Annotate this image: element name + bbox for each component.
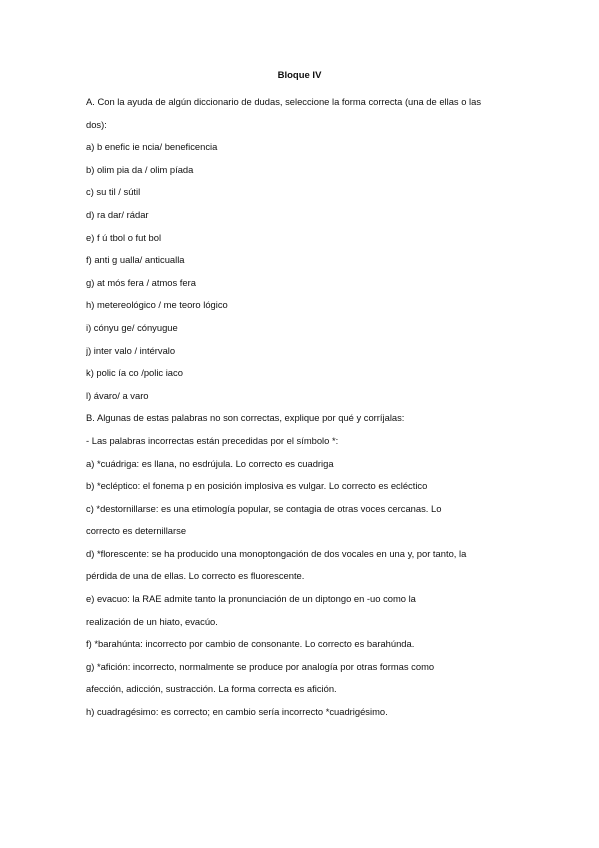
text-line: B. Algunas de estas palabras no son correctas, explique por qué y corríjalas:	[86, 412, 405, 424]
text-line: - Las palabras incorrectas están precedidas por el símbolo *:	[86, 434, 339, 446]
text-line: g) at mós fera / atmos fera	[86, 276, 196, 288]
text-line: d) *florescente: se ha producido una monoptongación de dos vocales en una y, por tanto, la	[86, 547, 467, 559]
text-line: pérdida de una de ellas. Lo correcto es fluorescente.	[86, 570, 305, 582]
text-line: f) anti g ualla/ anticualla	[86, 254, 185, 266]
text-line: a) *cuádriga: es llana, no esdrújula. Lo correcto es cuadriga	[86, 457, 334, 469]
text-line: i) cónyu ge/ cónyugue	[86, 321, 178, 333]
text-line: e) f ú tbol o fut bol	[86, 231, 162, 243]
text-line: h) metereológico / me teoro lógico	[86, 299, 228, 311]
text-line: e) evacuo: la RAE admite tanto la pronunciación de un diptongo en -uo como la	[86, 593, 416, 605]
text-line: b) olim pia da / olim píada	[86, 163, 194, 175]
text-line: correcto es deternillarse	[86, 525, 187, 537]
text-line: k) polic ía co /polic iaco	[86, 367, 183, 379]
text-line: a) b enefic ie ncia/ beneficencia	[86, 141, 218, 153]
text-line: c) su til / sútil	[86, 186, 141, 198]
text-line: realización de un hiato, evacúo.	[86, 615, 218, 627]
text-line: f) *barahúnta: incorrecto por cambio de consonante. Lo correcto es barahúnda.	[86, 638, 415, 650]
text-body	[86, 96, 516, 729]
text-line: d) ra dar/ rádar	[86, 208, 149, 220]
text-line: dos):	[86, 118, 107, 130]
text-line: c) *destornillarse: es una etimología popular, se contagia de otras voces cercanas. Lo	[86, 502, 442, 514]
text-line: j) inter valo / intérvalo	[86, 344, 176, 356]
text-line: h) cuadragésimo: es correcto; en cambio sería incorrecto *cuadrigésimo.	[86, 706, 388, 718]
text-line: g) *afición: incorrecto, normalmente se produce por analogía por otras formas como	[86, 660, 435, 672]
text-line: b) *ecléptico: el fonema p en posición implosiva es vulgar. Lo correcto es ecléctico	[86, 480, 428, 492]
page-title: Bloque IV	[277, 70, 322, 81]
text-line: A. Con la ayuda de algún diccionario de dudas, seleccione la forma correcta (una de ellas o las	[86, 96, 482, 107]
text-line: l) ávaro/ a varo	[86, 389, 149, 401]
text-line: afección, adicción, sustracción. La forma correcta es afición.	[86, 683, 337, 695]
